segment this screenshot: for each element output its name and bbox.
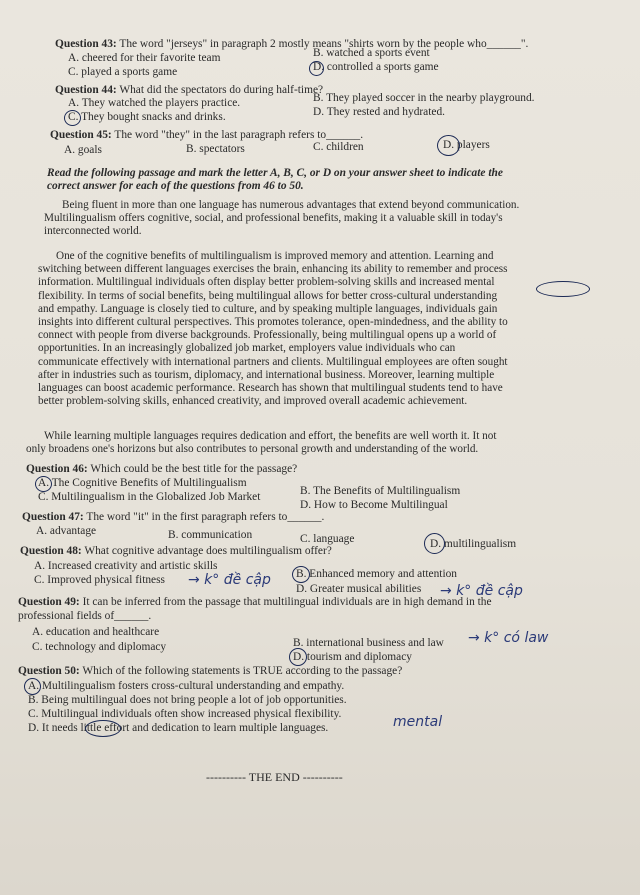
q50-option-c[interactable]: C. Multilingual individuals often show increased physical flexibility. — [28, 708, 342, 720]
q46-option-b[interactable]: B. The Benefits of Multilingualism — [300, 485, 461, 497]
q49-option-a[interactable]: A. education and healthcare — [32, 626, 160, 638]
q45-option-b[interactable]: B. spectators — [186, 143, 245, 155]
q48-option-d[interactable]: D. Greater musical abilities — [296, 583, 422, 595]
handwritten-note-q49-b: → k° có law — [468, 630, 549, 646]
highlight-circle — [85, 720, 121, 737]
q45-option-d[interactable]: D. players — [443, 139, 490, 151]
passage-paragraph-3: While learning multiple languages requires dedication and effort, the benefits are well worth it. It not only broadens one's horizons but also contributes to personal growth and understanding of the world. — [26, 430, 497, 456]
q49-stem-line2: professional fields of______. — [18, 610, 152, 622]
q44-stem: Question 44: What did the spectators do during half-time? — [55, 84, 324, 96]
handwritten-note-q48-d: → k° đề cập — [440, 583, 523, 599]
answer-circle — [24, 678, 41, 695]
q50-option-a[interactable]: A. Multilingualism fosters cross-cultural understanding and empathy. — [28, 680, 345, 692]
q48-stem: Question 48: What cognitive advantage does multilingualism offer? — [20, 545, 332, 557]
the-end-marker: ---------- THE END ---------- — [206, 770, 343, 784]
q49-option-c[interactable]: C. technology and diplomacy — [32, 641, 167, 653]
passage-paragraph-1: Being fluent in more than one language has numerous advantages that extend beyond communication. Multilingualism offers cognitive, social, and professional benefits, making it a valuable skill in today's interconnected world. — [44, 199, 520, 238]
q45-option-a[interactable]: A. goals — [64, 144, 102, 156]
passage-paragraph-2: One of the cognitive benefits of multilingualism is improved memory and attention. Learning and switching between different languages exercises the brain, enhancing its ability to remember and process information. Multilingual individuals often display better problem-solving skills and increased mental flexibility. In terms of social benefits, being multilingual allows for better cross-cultural understanding and empathy. Language is closely tied to culture, and by speaking multiple languages, individuals gain insights into different cultural perspectives. This promotes tolerance, open-mindedness, and the ability to connect with people from diverse backgrounds. Professionally, being multilingual opens up a world of opportunities. In an increasingly globalized job market, employers value individuals who can communicate effectively with international partners and clients. Multilingual employees are often sought after in industries such as tourism, diplomacy, and international business. Moreover, learning multiple languages can boost academic performance. Research has shown that multilingual students tend to have better problem-solving skills, enhanced creativity, and improved overall academic achievement. — [38, 250, 508, 408]
q43-option-a[interactable]: A. cheered for their favorite team — [68, 52, 221, 64]
q46-option-c[interactable]: C. Multilingualism in the Globalized Job Market — [38, 491, 261, 503]
q48-option-c[interactable]: C. Improved physical fitness — [34, 574, 165, 586]
q48-option-b[interactable]: B. Enhanced memory and attention — [296, 568, 458, 580]
answer-circle — [64, 110, 81, 126]
answer-circle — [309, 61, 324, 76]
q45-stem: Question 45: The word "they" in the last paragraph refers to______. — [50, 129, 364, 141]
answer-circle — [424, 533, 445, 554]
answer-circle — [292, 566, 310, 583]
q47-option-a[interactable]: A. advantage — [36, 525, 97, 537]
q46-option-a[interactable]: A. The Cognitive Benefits of Multilingualism — [38, 477, 247, 489]
q47-option-c[interactable]: C. language — [300, 533, 355, 545]
q45-option-c[interactable]: C. children — [313, 141, 364, 153]
q43-option-b[interactable]: B. watched a sports event — [313, 47, 430, 59]
q49-stem: Question 49: It can be inferred from the passage that multilingual individuals are in high demand in the — [18, 596, 492, 608]
q49-option-b[interactable]: B. international business and law — [293, 637, 444, 649]
q47-option-d[interactable]: D. multilingualism — [430, 538, 517, 550]
q50-option-b[interactable]: B. Being multilingual does not bring people a lot of job opportunities. — [28, 694, 347, 706]
answer-circle — [35, 476, 52, 492]
highlight-circle — [536, 281, 590, 297]
q44-option-b[interactable]: B. They played soccer in the nearby playground. — [313, 92, 535, 104]
q48-option-a[interactable]: A. Increased creativity and artistic skills — [34, 560, 218, 572]
q43-stem: Question 43: The word "jerseys" in paragraph 2 mostly means "shirts worn by the people who______". — [55, 38, 529, 50]
handwritten-note-q50-c: mental — [393, 714, 443, 730]
q44-option-c[interactable]: C. They bought snacks and drinks. — [68, 111, 226, 123]
q50-stem: Question 50: Which of the following statements is TRUE according to the passage? — [18, 665, 403, 677]
q43-option-c[interactable]: C. played a sports game — [68, 66, 178, 78]
q47-option-b[interactable]: B. communication — [168, 529, 253, 541]
q44-option-a[interactable]: A. They watched the players practice. — [68, 97, 241, 109]
answer-circle — [437, 135, 460, 156]
section-instructions: Read the following passage and mark the letter A, B, C, or D on your answer sheet to indicate the correct answer for each of the questions from 46 to 50. — [47, 167, 503, 192]
q46-option-d[interactable]: D. How to Become Multilingual — [300, 499, 448, 511]
q49-option-d[interactable]: D. tourism and diplomacy — [293, 651, 412, 663]
answer-circle — [289, 648, 307, 666]
q43-option-d[interactable]: D. controlled a sports game — [313, 61, 439, 73]
q46-stem: Question 46: Which could be the best title for the passage? — [26, 463, 298, 475]
handwritten-note-q48-c: → k° đề cập — [188, 572, 271, 588]
q47-stem: Question 47: The word "it" in the first paragraph refers to______. — [22, 511, 325, 523]
q44-option-d[interactable]: D. They rested and hydrated. — [313, 106, 446, 118]
q50-option-d[interactable]: D. It needs little effort and dedication to learn multiple languages. — [28, 722, 329, 734]
